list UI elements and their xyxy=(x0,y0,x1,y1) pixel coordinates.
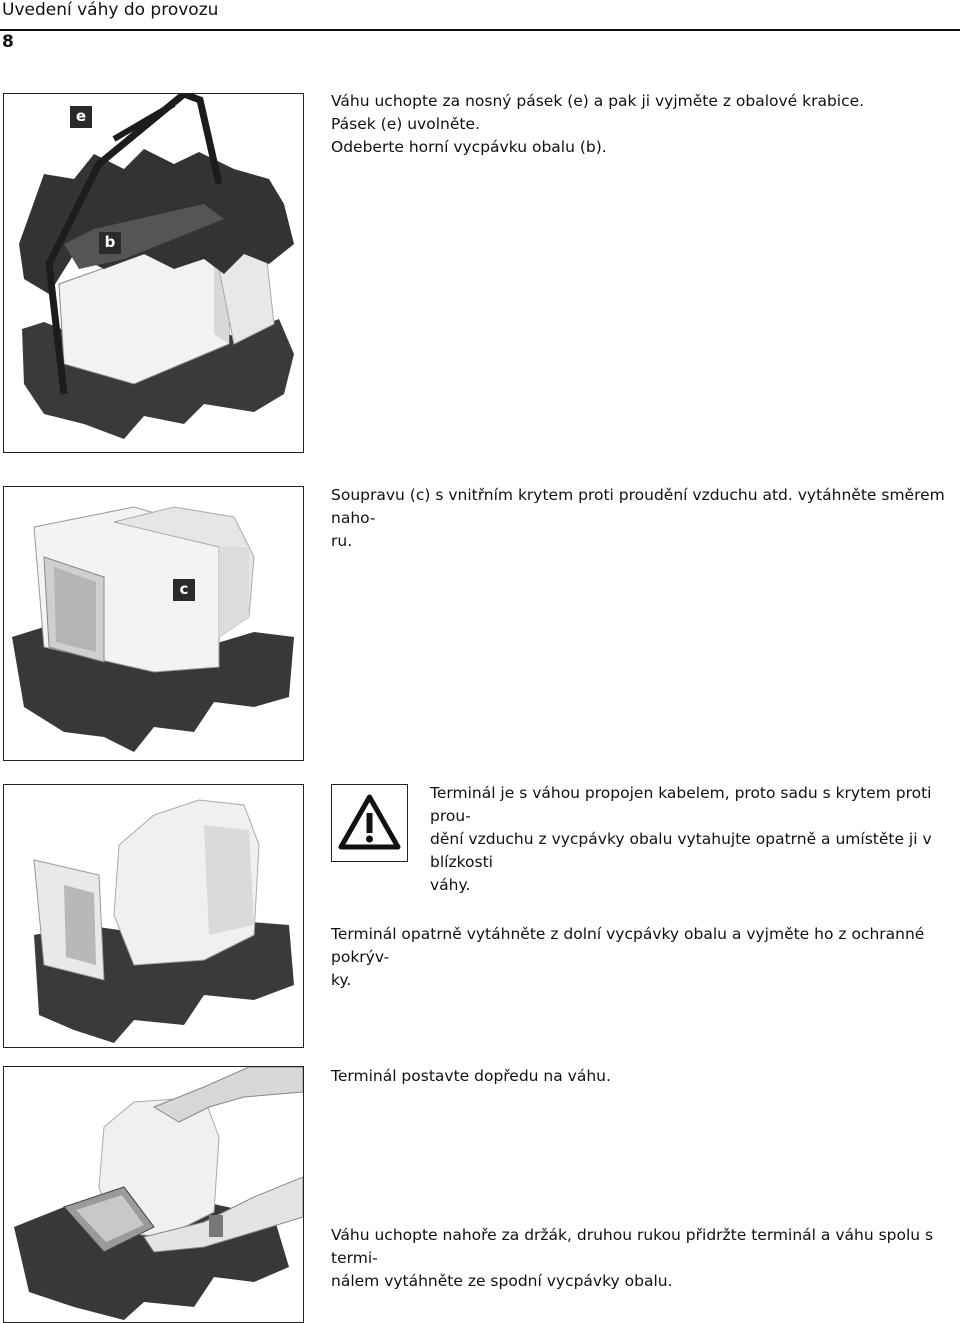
step3-line1: Terminál opatrně vytáhněte z dolní vycpávky obalu a vyjměte ho z ochranné pokrýv- xyxy=(331,925,925,966)
warning-icon-box xyxy=(331,784,408,862)
figure-terminal-removal xyxy=(3,784,304,1048)
figure-strap-packaging xyxy=(3,93,304,453)
step2-line1: Soupravu (c) s vnitřním krytem proti proudění vzduchu atd. vytáhněte směrem naho- xyxy=(331,486,945,527)
step1-line1: Váhu uchopte za nosný pásek (e) a pak ji vyjměte z obalové krabice. xyxy=(331,92,865,110)
label-b-tag: b xyxy=(99,232,121,254)
terminal-removal-illustration xyxy=(4,785,303,1047)
step5-text xyxy=(331,1224,960,1293)
step1-text xyxy=(331,90,864,159)
warning-line2: dění vzduchu z vycpávky obalu vytahujte opatrně a umístěte ji v blízkosti xyxy=(430,830,932,871)
step3-line2: ky. xyxy=(331,971,352,989)
step1-line3: Odeberte horní vycpávku obalu (b). xyxy=(331,138,607,156)
warning-triangle-icon xyxy=(332,785,407,861)
page-number: 8 xyxy=(2,32,14,52)
label-e-tag: e xyxy=(70,106,92,128)
step5-line1: Váhu uchopte nahoře za držák, druhou rukou přidržte terminál a váhu spolu s termi- xyxy=(331,1226,934,1267)
draft-shield-kit-illustration xyxy=(4,487,303,760)
step2-text xyxy=(331,484,960,553)
step4-text xyxy=(331,1065,611,1088)
step1-line2: Pásek (e) uvolněte. xyxy=(331,115,480,133)
page-header-title: Uvedení váhy do provozu xyxy=(2,0,219,20)
label-c-tag: c xyxy=(173,579,195,601)
step4-line1: Terminál postavte dopředu na váhu. xyxy=(331,1067,611,1085)
figure-draft-shield-kit xyxy=(3,486,304,761)
header-divider xyxy=(0,29,960,31)
hands-lifting-illustration xyxy=(4,1067,303,1322)
warning-line1: Terminál je s váhou propojen kabelem, proto sadu s krytem proti prou- xyxy=(430,784,932,825)
warning-line3: váhy. xyxy=(430,876,471,894)
step2-line2: ru. xyxy=(331,532,353,550)
figure-hands-lifting-scale xyxy=(3,1066,304,1323)
step5-line2: nálem vytáhněte ze spodní vycpávky obalu. xyxy=(331,1272,673,1290)
warning-text xyxy=(430,782,960,897)
step3-text xyxy=(331,923,960,992)
packaging-strap-illustration xyxy=(4,94,303,452)
